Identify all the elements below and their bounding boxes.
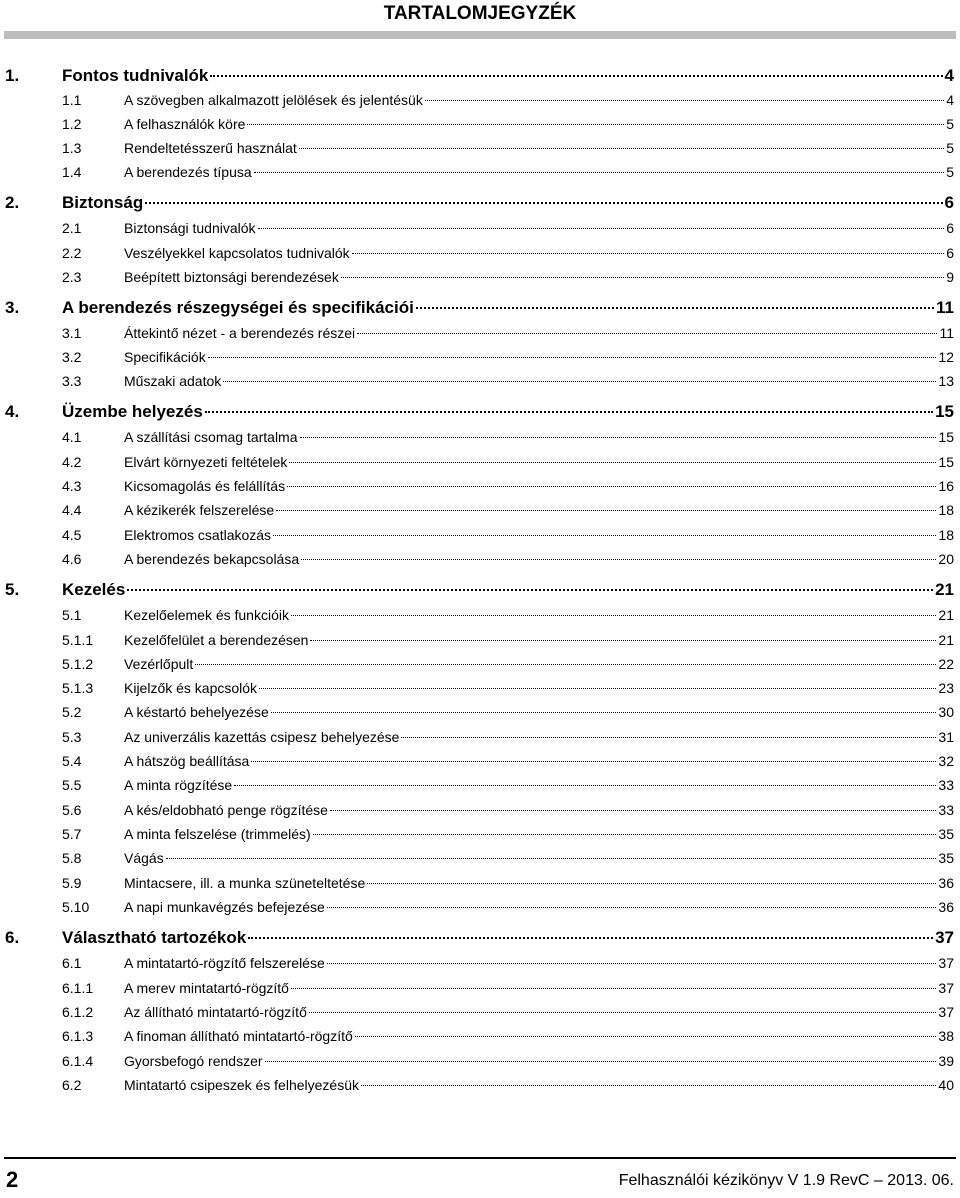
toc-entry-number: 4.6	[62, 551, 82, 567]
toc-dot-leader	[299, 148, 944, 149]
toc-entry-page: 37	[938, 1004, 954, 1020]
toc-entry-number: 2.1	[62, 220, 82, 236]
toc-entry-title: A berendezés típusa	[124, 164, 252, 180]
toc-entry-page: 12	[938, 349, 954, 365]
toc-entry-title: A szövegben alkalmazott jelölések és jelentésük	[124, 92, 423, 108]
toc-entry-title: Elvárt környezeti feltételek	[124, 454, 288, 470]
toc-entry-title: Kicsomagolás és felállítás	[124, 478, 286, 494]
toc-entry-number: 2.3	[62, 269, 82, 285]
toc-entry-title: A berendezés bekapcsolása	[124, 551, 300, 567]
toc-dot-leader	[287, 486, 936, 487]
toc-entry-number: 3.3	[62, 373, 82, 389]
toc-entry-number: 4.1	[62, 429, 82, 445]
toc-entry-title: A kés/eldobható penge rögzítése	[124, 802, 328, 818]
toc-section-entry[interactable]	[5, 269, 954, 291]
toc-entry-title: Kezelőfelület a berendezésen	[124, 632, 309, 648]
toc-entry-title: A napi munkavégzés befejezése	[124, 899, 325, 915]
toc-chapter-entry[interactable]	[5, 402, 954, 424]
toc-section-entry[interactable]	[5, 164, 954, 186]
toc-entry-title: Veszélyekkel kapcsolatos tudnivalók	[124, 245, 350, 261]
toc-entry-number: 1.2	[62, 116, 82, 132]
toc-dot-leader	[210, 75, 942, 77]
toc-entry-number: 6.	[5, 928, 20, 947]
toc-section-entry[interactable]	[5, 899, 954, 921]
toc-dot-leader	[327, 963, 937, 964]
toc-entry-number: 5.1.3	[62, 680, 94, 696]
toc-entry-page: 4	[946, 92, 954, 108]
toc-entry-page: 6	[946, 220, 954, 236]
toc-entry-number: 2.2	[62, 245, 82, 261]
toc-section-entry[interactable]	[5, 1028, 954, 1050]
toc-entry-number: 1.4	[62, 164, 82, 180]
toc-section-entry[interactable]	[5, 527, 954, 549]
toc-entry-number: 6.1.1	[62, 980, 94, 996]
toc-entry-title: Áttekintő nézet - a berendezés részei	[124, 325, 356, 341]
toc-entry-number: 4.2	[62, 454, 82, 470]
toc-entry-page: 23	[938, 680, 954, 696]
toc-entry-title: Műszaki adatok	[124, 373, 222, 389]
toc-dot-leader	[309, 1012, 937, 1013]
toc-section-entry[interactable]	[5, 632, 954, 654]
toc-dot-leader	[416, 307, 934, 309]
toc-section-entry[interactable]	[5, 245, 954, 267]
toc-section-entry[interactable]	[5, 373, 954, 395]
toc-entry-page: 11	[939, 325, 954, 341]
toc-entry-number: 4.3	[62, 478, 82, 494]
toc-dot-leader	[223, 381, 936, 382]
toc-entry-number: 6.1	[62, 955, 82, 971]
toc-entry-title: Biztonsági tudnivalók	[124, 220, 256, 236]
toc-entry-number: 6.1.2	[62, 1004, 94, 1020]
toc-entry-title: Specifikációk	[124, 349, 206, 365]
toc-entry-number: 4.4	[62, 502, 82, 518]
footer-rule	[4, 1157, 956, 1159]
toc-section-entry[interactable]	[5, 551, 954, 573]
toc-entry-number: 3.2	[62, 349, 82, 365]
toc-entry-title: Kezelés	[62, 580, 126, 599]
toc-entry-title: Vezérlőpult	[124, 656, 194, 672]
toc-entry-title: Beépített biztonsági berendezések	[124, 269, 339, 285]
toc-entry-number: 5.5	[62, 777, 82, 793]
toc-entry-page: 22	[938, 656, 954, 672]
toc-entry-number: 5.2	[62, 704, 82, 720]
toc-entry-number: 5.4	[62, 753, 82, 769]
toc-entry-title: A minta felszelése (trimmelés)	[124, 826, 311, 842]
toc-entry-page: 30	[938, 704, 954, 720]
toc-dot-leader	[367, 883, 936, 884]
toc-entry-number: 6.2	[62, 1077, 82, 1093]
footer-page-number: 2	[6, 1167, 19, 1192]
toc-entry-title: Elektromos csatlakozás	[124, 527, 272, 543]
toc-dot-leader	[301, 559, 936, 560]
toc-entry-page: 37	[938, 955, 954, 971]
toc-section-entry[interactable]	[5, 753, 954, 775]
toc-entry-page: 5	[946, 140, 954, 156]
toc-dot-leader	[401, 737, 936, 738]
toc-dot-leader	[330, 810, 936, 811]
toc-section-entry[interactable]	[5, 92, 954, 114]
toc-entry-page: 21	[938, 607, 954, 623]
toc-section-entry[interactable]	[5, 656, 954, 678]
toc-entry-number: 5.3	[62, 729, 82, 745]
toc-section-entry[interactable]	[5, 980, 954, 1002]
toc-dot-leader	[355, 1036, 937, 1037]
toc-section-entry[interactable]	[5, 729, 954, 751]
toc-entry-number: 5.1.1	[62, 632, 94, 648]
toc-entry-title: Rendeltetésszerű használat	[124, 140, 297, 156]
toc-dot-leader	[254, 172, 945, 173]
toc-section-entry[interactable]	[5, 777, 954, 799]
toc-entry-page: 18	[938, 527, 954, 543]
toc-entry-title: A hátszög beállítása	[124, 753, 250, 769]
toc-dot-leader	[248, 937, 933, 939]
toc-entry-page: 5	[946, 116, 954, 132]
toc-section-entry[interactable]	[5, 680, 954, 702]
toc-dot-leader	[357, 333, 937, 334]
toc-entry-page: 32	[938, 753, 954, 769]
toc-entry-title: A kézikerék felszerelése	[124, 502, 275, 518]
toc-dot-leader	[205, 411, 933, 413]
toc-entry-title: Fontos tudnivalók	[62, 66, 209, 85]
toc-entry-page: 35	[938, 850, 954, 866]
toc-dot-leader	[310, 640, 936, 641]
toc-entry-page: 9	[946, 269, 954, 285]
toc-entry-title: A késtartó behelyezése	[124, 704, 269, 720]
toc-section-entry[interactable]	[5, 116, 954, 138]
toc-entry-number: 5.9	[62, 875, 82, 891]
toc-entry-page: 21	[938, 632, 954, 648]
toc-section-entry[interactable]	[5, 429, 954, 451]
toc-entry-number: 6.1.4	[62, 1053, 94, 1069]
toc-entry-page: 11	[936, 298, 954, 317]
toc-entry-title: Üzembe helyezés	[62, 402, 203, 421]
toc-entry-page: 36	[938, 875, 954, 891]
toc-entry-number: 5.	[5, 580, 20, 599]
toc-entry-title: A felhasználók köre	[124, 116, 246, 132]
toc-entry-number: 3.1	[62, 325, 82, 341]
toc-chapter-entry[interactable]	[5, 193, 954, 215]
toc-entry-page: 37	[935, 928, 954, 947]
toc-section-entry[interactable]	[5, 826, 954, 848]
toc-entry-number: 4.	[5, 402, 20, 421]
toc-entry-number: 6.1.3	[62, 1028, 94, 1044]
toc-entry-number: 5.8	[62, 850, 82, 866]
toc-dot-leader	[247, 124, 944, 125]
toc-section-entry[interactable]	[5, 850, 954, 872]
toc-entry-page: 38	[938, 1028, 954, 1044]
toc-entry-number: 4.5	[62, 527, 82, 543]
toc-entry-page: 15	[938, 454, 954, 470]
toc-dot-leader	[276, 510, 936, 511]
toc-entry-page: 5	[946, 164, 954, 180]
toc-section-entry[interactable]	[5, 704, 954, 726]
toc-dot-leader	[291, 615, 936, 616]
toc-entry-page: 18	[938, 502, 954, 518]
toc-dot-leader	[289, 462, 936, 463]
toc-dot-leader	[300, 437, 937, 438]
toc-dot-leader	[127, 589, 933, 591]
toc-section-entry[interactable]	[5, 875, 954, 897]
toc-entry-number: 1.	[5, 66, 20, 85]
toc-dot-leader	[234, 785, 936, 786]
toc-section-entry[interactable]	[5, 502, 954, 524]
toc-entry-title: A merev mintatartó-rögzítő	[124, 980, 289, 996]
toc-dot-leader	[258, 228, 945, 229]
toc-entry-page: 31	[938, 729, 954, 745]
toc-section-entry[interactable]	[5, 220, 954, 242]
toc-dot-leader	[361, 1085, 936, 1086]
toc-entry-number: 5.7	[62, 826, 82, 842]
toc-entry-page: 15	[935, 402, 954, 421]
toc-section-entry[interactable]	[5, 607, 954, 629]
toc-dot-leader	[208, 357, 937, 358]
toc-chapter-entry[interactable]	[5, 298, 954, 320]
toc-section-entry[interactable]	[5, 478, 954, 500]
toc-entry-page: 20	[938, 551, 954, 567]
toc-section-entry[interactable]	[5, 1004, 954, 1026]
toc-section-entry[interactable]	[5, 454, 954, 476]
header-rule	[4, 31, 956, 39]
toc-entry-number: 5.10	[62, 899, 90, 915]
toc-entry-number: 5.6	[62, 802, 82, 818]
toc-dot-leader	[251, 761, 936, 762]
toc-entry-title: Választható tartozékok	[62, 928, 247, 947]
toc-dot-leader	[313, 834, 937, 835]
toc-dot-leader	[145, 202, 942, 204]
toc-entry-title: A finoman állítható mintatartó-rögzítő	[124, 1028, 353, 1044]
toc-chapter-entry[interactable]	[5, 66, 954, 88]
toc-dot-leader	[425, 100, 944, 101]
toc-section-entry[interactable]	[5, 349, 954, 371]
toc-section-entry[interactable]	[5, 1077, 954, 1099]
toc-entry-page: 13	[938, 373, 954, 389]
toc-entry-title: Kijelzők és kapcsolók	[124, 680, 258, 696]
page-header-title: TARTALOMJEGYZÉK	[383, 3, 577, 24]
footer-document-label: Felhasználói kézikönyv V 1.9 RevC – 2013. 06.	[618, 1172, 954, 1189]
toc-entry-title: Az univerzális kazettás csipesz behelyezése	[124, 729, 400, 745]
toc-section-entry[interactable]	[5, 802, 954, 824]
toc-dot-leader	[352, 253, 945, 254]
toc-entry-page: 4	[944, 66, 954, 85]
toc-dot-leader	[259, 688, 936, 689]
toc-entry-page: 39	[938, 1053, 954, 1069]
toc-entry-page: 6	[946, 245, 954, 261]
toc-entry-title: Kezelőelemek és funkcióik	[124, 607, 289, 623]
toc-dot-leader	[291, 988, 936, 989]
toc-entry-page: 35	[938, 826, 954, 842]
toc-entry-number: 1.1	[62, 92, 82, 108]
toc-section-entry[interactable]	[5, 325, 954, 347]
toc-entry-number: 1.3	[62, 140, 82, 156]
toc-entry-title: Az állítható mintatartó-rögzítő	[124, 1004, 307, 1020]
toc-dot-leader	[273, 535, 936, 536]
toc-chapter-entry[interactable]	[5, 928, 954, 950]
toc-dot-leader	[327, 907, 937, 908]
toc-entry-page: 33	[938, 777, 954, 793]
toc-entry-page: 21	[935, 580, 954, 599]
toc-chapter-entry[interactable]	[5, 580, 954, 602]
toc-entry-number: 3.	[5, 298, 20, 317]
toc-entry-title: A mintatartó-rögzítő felszerelése	[124, 955, 325, 971]
toc-section-entry[interactable]	[5, 140, 954, 162]
toc-entry-page: 40	[938, 1077, 954, 1093]
toc-entry-title: Vágás	[124, 850, 164, 866]
toc-section-entry[interactable]	[5, 1053, 954, 1075]
toc-entry-page: 16	[938, 478, 954, 494]
toc-dot-leader	[271, 712, 937, 713]
toc-entry-title: A minta rögzítése	[124, 777, 233, 793]
toc-entry-page: 6	[944, 193, 954, 212]
toc-entry-number: 5.1.2	[62, 656, 94, 672]
toc-dot-leader	[265, 1061, 937, 1062]
toc-entry-title: Gyorsbefogó rendszer	[124, 1053, 263, 1069]
toc-entry-title: A szállítási csomag tartalma	[124, 429, 298, 445]
toc-entry-number: 2.	[5, 193, 20, 212]
toc-entry-page: 33	[938, 802, 954, 818]
toc-entry-title: Biztonság	[62, 193, 144, 212]
toc-entry-page: 37	[938, 980, 954, 996]
toc-entry-title: Mintacsere, ill. a munka szüneteltetése	[124, 875, 366, 891]
toc-dot-leader	[166, 858, 937, 859]
toc-dot-leader	[341, 277, 944, 278]
toc-entry-title: Mintatartó csipeszek és felhelyezésük	[124, 1077, 359, 1093]
toc-entry-page: 36	[938, 899, 954, 915]
toc-entry-page: 15	[938, 429, 954, 445]
toc-entry-title: A berendezés részegységei és specifikációi	[62, 298, 414, 317]
toc-dot-leader	[195, 664, 936, 665]
toc-entry-number: 5.1	[62, 607, 82, 623]
toc-section-entry[interactable]	[5, 955, 954, 977]
